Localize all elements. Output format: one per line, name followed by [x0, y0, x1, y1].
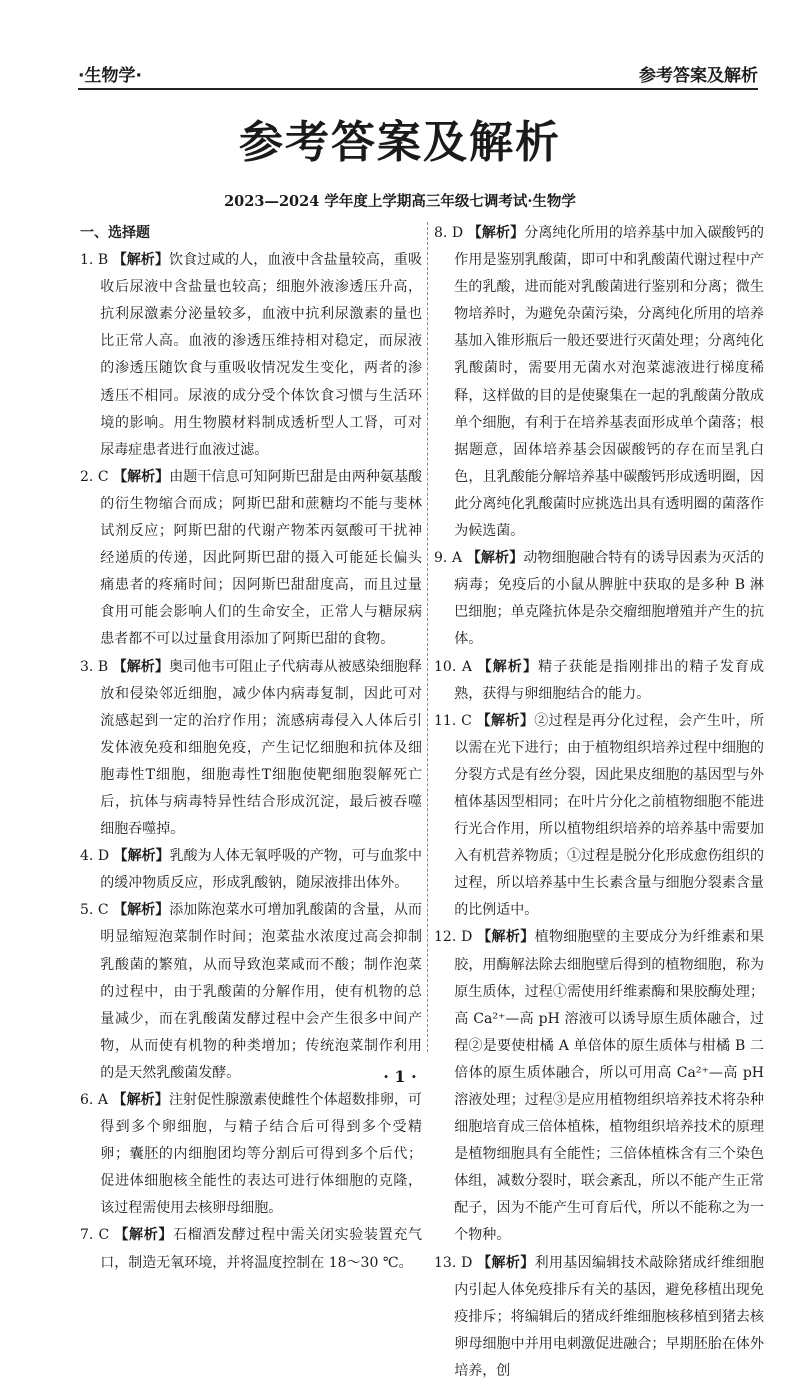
- answer-item: [434, 924, 764, 1249]
- analysis-text: 动物细胞融合特有的诱导因素为灭活的病毒；免疫后的小鼠从脾脏中获取的是多种 B 淋巴细胞；单克隆抗体是杂交瘤细胞增殖并产生的抗体。: [454, 550, 765, 648]
- analysis-tag: 【解析】: [476, 712, 535, 729]
- answer-number: 3. B: [80, 658, 109, 675]
- analysis-tag: 【解析】: [477, 658, 539, 675]
- analysis-tag: 【解析】: [477, 929, 535, 946]
- page-title: 参考答案及解析: [239, 117, 561, 168]
- analysis-text: 饮食过咸的人，血液中含盐量较高，重吸收后尿液中含盐量也较高；细胞外液渗透压升高，抗利尿激素分泌量较多，血液中抗利尿激素的量也比正常人高。血液的渗透压维持相对稳定，而尿液的渗透压随饮食与重吸收情况发生变化，两者的渗透压不相同。尿液的成分受个体饮食习惯与生活环境的影响。用生物膜材料制成透析型人工肾，可对尿毒症患者进行血液过滤。: [100, 252, 422, 458]
- section-heading: 一、选择题: [80, 225, 150, 241]
- left-answer-list: [80, 247, 422, 1277]
- answer-item: [434, 1250, 764, 1385]
- analysis-text: 精子获能是指刚排出的精子发育成熟，获得与卵细胞结合的能力。: [454, 658, 765, 702]
- answer-item: [80, 464, 422, 654]
- answer-item: [80, 897, 422, 1087]
- analysis-text: 由题干信息可知阿斯巴甜是由两种氨基酸的衍生物缩合而成；阿斯巴甜和蔗糖均不能与斐林试剂反应；阿斯巴甜的代谢产物苯丙氨酸可干扰神经递质的传递，因此阿斯巴甜的摄入可能延长偏头痛患者的疼痛时间；因阿斯巴甜甜度高，而且过量食用可能会影响人们的生命安全，正常人与糖尿病患者都不可以过量食用添加了阿斯巴甜的食物。: [100, 468, 423, 648]
- analysis-tag: 【解析】: [112, 252, 169, 269]
- analysis-text: ②过程是再分化过程，会产生叶，所以需在光下进行；由于植物组织培养过程中细胞的分裂方式是有丝分裂，因此果皮细胞的基因型与外植体基因型相同；在叶片分化之前植物细胞不能进行光合作用，所以植物组织培养的培养基中需要加入有机营养物质；①过程是脱分化形成愈伤组织的过程，所以培养基中生长素含量与细胞分裂素含量的比例适中。: [454, 712, 765, 919]
- header-subject: ·生物学·: [78, 65, 142, 86]
- analysis-text: 奥司他韦可阻止子代病毒从被感染细胞释放和侵染邻近细胞，减少体内病毒复制，因此可对流感起到一定的治疗作用；流感病毒侵入人体后引发体液免疫和细胞免疫，产生记忆细胞和抗体及细胞毒性T细胞，细胞毒性T细胞使靶细胞裂解死亡后，抗体与病毒特异性结合形成沉淀，最后被吞噬细胞吞噬掉。: [100, 658, 422, 838]
- right-answer-list: [434, 220, 764, 1385]
- answer-number: 4. D: [80, 848, 110, 865]
- analysis-text: 利用基因编辑技术敲除猪成纤维细胞内引起人体免疫排斥有关的基因，避免移植出现免疫排斥；将编辑后的猪成纤维细胞核移植到猪去核卵母细胞中并用电刺激促进融合；早期胚胎在体外培养，创: [454, 1254, 765, 1379]
- analysis-text: 植物细胞壁的主要成分为纤维素和果胶，用酶解法除去细胞壁后得到的植物细胞，称为原生质体，过程①需使用纤维素酶和果胶酶处理；高 Ca²⁺—高 pH 溶液可以诱导原生质体融合，过程②是要使柑橘 A 单倍体的原生质体与柑橘 B 二倍体的原生质体融合，所以可用高 Ca²⁺—高 pH 溶液处理；过程③是应用植物组织培养技术将杂种细胞培育成三倍体植株，植物组织培养技术的原理是植物细胞具有全能性；三倍体植株含有三个染色体组，减数分裂时，联会紊乱，所以不能产生正常配子，因为不能产生可育后代，所以不能称之为一个物种。: [454, 929, 765, 1244]
- analysis-tag: 【解析】: [114, 1227, 174, 1244]
- exam-subtitle: 2023—2024 学年度上学期高三年级七调考试·生物学: [224, 193, 576, 210]
- analysis-text: 分离纯化所用的培养基中加入碳酸钙的作用是鉴别乳酸菌，即可中和乳酸菌代谢过程中产生的乳酸，进而能对乳酸菌进行鉴别和分离；微生物培养时，为避免杂菌污染，分离纯化所用的培养基加入锥形瓶后一般还要进行灭菌处理；分离纯化乳酸菌时，需要用无菌水对泡菜滤液进行梯度稀释，这样做的目的是使聚集在一起的乳酸菌分散成单个细胞，有利于在培养基表面形成单个菌落；根据题意，固体培养基会因碳酸钙的存在而呈乳白色，且乳酸能分解培养基中碳酸钙形成透明圈，因此分离纯化乳酸菌时应挑选出具有透明圈的菌落作为候选菌。: [454, 225, 765, 540]
- answer-item: [434, 220, 764, 545]
- header-right: 参考答案及解析: [639, 65, 758, 86]
- analysis-tag: 【解析】: [467, 225, 525, 241]
- analysis-text: 乳酸为人体无氧呼吸的产物，可与血浆中的缓冲物质反应，形成乳酸钠，随尿液排出体外。: [100, 848, 423, 892]
- answer-item: [434, 654, 764, 708]
- answer-number: 12. D: [434, 929, 473, 946]
- analysis-tag: 【解析】: [113, 468, 170, 485]
- analysis-tag: 【解析】: [113, 848, 170, 865]
- answer-number: 11. C: [434, 712, 472, 729]
- right-column: [434, 220, 764, 1385]
- analysis-text: 石榴酒发酵过程中需关闭实验装置充气口，制造无氧环境，并将温度控制在 18～30 ℃。: [100, 1227, 422, 1271]
- analysis-tag: 【解析】: [112, 658, 169, 675]
- answer-number: 2. C: [80, 468, 109, 485]
- answer-item: [434, 545, 764, 653]
- answer-item: [80, 654, 422, 844]
- analysis-tag: 【解析】: [477, 1254, 535, 1271]
- answer-number: 7. C: [80, 1227, 110, 1244]
- answer-item: [80, 247, 422, 464]
- answer-number: 10. A: [434, 658, 472, 675]
- analysis-tag: 【解析】: [466, 550, 524, 567]
- answer-number: 5. C: [80, 902, 109, 919]
- answer-item: [80, 1087, 422, 1222]
- answer-number: 9. A: [434, 550, 463, 567]
- analysis-text: 注射促性腺激素使雌性个体超数排卵，可得到多个卵细胞，与精子结合后可得到多个受精卵；囊胚的内细胞团均等分割后可得到多个后代；促进体细胞核全能性的表达可进行体细胞的克隆，该过程需使用去核卵母细胞。: [100, 1092, 423, 1217]
- answer-item: [434, 708, 764, 925]
- answer-number: 13. D: [434, 1254, 473, 1271]
- analysis-tag: 【解析】: [112, 1092, 169, 1108]
- answer-item: [80, 843, 422, 897]
- header-rule: [78, 88, 758, 90]
- page-header: [78, 60, 758, 86]
- answer-number: 8. D: [434, 225, 464, 241]
- page-number: · 1 ·: [383, 1067, 417, 1086]
- left-column: [80, 220, 422, 1277]
- analysis-tag: 【解析】: [113, 902, 170, 919]
- answer-number: 6. A: [80, 1092, 108, 1108]
- column-divider: [427, 222, 428, 1052]
- answer-item: [80, 1222, 422, 1276]
- analysis-text: 添加陈泡菜水可增加乳酸菌的含量，从而明显缩短泡菜制作时间；泡菜盐水浓度过高会抑制乳酸菌的繁殖，从而导致泡菜咸而不酸；制作泡菜的过程中，由于乳酸菌的分解作用，使有机物的总量减少，而在乳酸菌发酵过程中会产生很多中间产物，从而使有机物的种类增加；传统泡菜制作利用的是天然乳酸菌发酵。: [100, 902, 423, 1081]
- answer-number: 1. B: [80, 252, 109, 269]
